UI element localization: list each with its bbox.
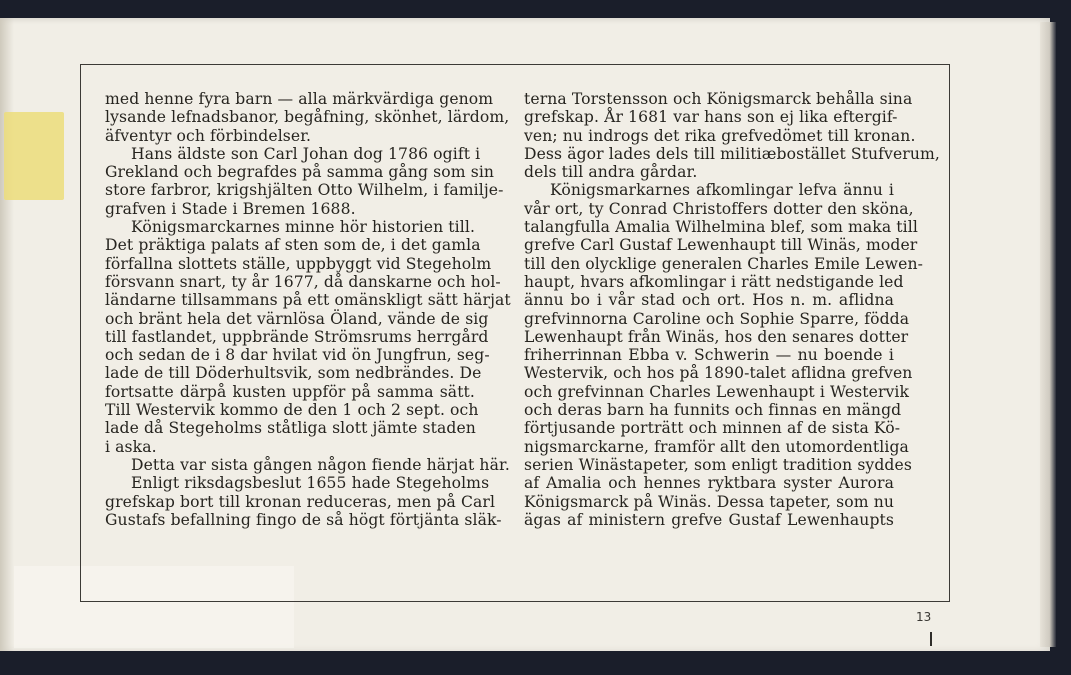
- text-line: Königsmarckarnes minne hör historien till.: [131, 218, 475, 237]
- text-line: Gustafs befallning fingo de så högt förtjänta släk-: [105, 510, 502, 529]
- text-line: lysande lefnadsbanor, begåfning, skönhet, lärdom,: [105, 108, 510, 127]
- text-line: förfallna slottets ställe, uppbyggt vid Stegeholm: [105, 254, 492, 273]
- text-line: serien Winästapeter, som enligt tradition syddes: [524, 455, 912, 474]
- text-line: och bränt hela det värnlösa Öland, vände de sig: [105, 309, 489, 328]
- page-number: 13: [916, 610, 932, 624]
- text-line: lade då Stegeholms ståtliga slott jämte staden: [105, 419, 476, 438]
- text-line: Königsmarkarnes afkomlingar lefva ännu i: [550, 181, 894, 200]
- text-line: ländarne tillsammans på ett omänskligt sätt härjat: [105, 291, 511, 310]
- text-line: fortsatte därpå kusten uppför på samma sätt.: [105, 382, 475, 401]
- left-text-column: [105, 90, 511, 529]
- text-line: talangfulla Amalia Wilhelmina blef, som maka till: [524, 218, 918, 237]
- text-line: dels till andra gårdar.: [524, 163, 698, 182]
- text-line: af Amalia och hennes ryktbara syster Aurora: [524, 474, 894, 493]
- text-line: store farbror, krigshjälten Otto Wilhelm, i familje-: [105, 181, 504, 200]
- text-line: med henne fyra barn — alla märkvärdiga genom: [105, 90, 494, 108]
- yellow-tape-mark: [4, 112, 64, 200]
- right-text-column: [524, 90, 940, 529]
- text-line: Königsmarck på Winäs. Dessa tapeter, som nu: [524, 492, 894, 511]
- text-line: till fastlandet, uppbrände Strömsrums herrgård: [105, 327, 489, 346]
- text-line: ännu bo i vår stad och ort. Hos n. m. aflidna: [524, 291, 894, 310]
- text-line: haupt, hvars afkomlingar i rätt nedstigande led: [524, 272, 904, 291]
- margin-tick-mark: [930, 632, 932, 646]
- text-line: Enligt riksdagsbeslut 1655 hade Stegeholms: [131, 474, 490, 493]
- text-line: Hans äldste son Carl Johan dog 1786 ogift i: [131, 144, 481, 163]
- text-line: och deras barn ha funnits och finnas en mängd: [524, 401, 902, 420]
- text-line: förtjusande porträtt och minnen af de sista Kö-: [524, 419, 901, 438]
- page-edge: [1040, 22, 1056, 647]
- text-line: nigsmarckarne, framför allt den utomordentliga: [524, 437, 909, 456]
- text-line: till den olycklige generalen Charles Emile Lewen-: [524, 254, 923, 273]
- text-line: friherrinnan Ebba v. Schwerin — nu boende i: [524, 346, 894, 365]
- text-line: grefve Carl Gustaf Lewenhaupt till Winäs, moder: [524, 236, 918, 255]
- text-line: ven; nu indrogs det rika grefvedömet till kronan.: [524, 126, 916, 145]
- text-line: Till Westervik kommo de den 1 och 2 sept. och: [105, 401, 479, 420]
- text-line: Det präktiga palats af sten som de, i det gamla: [105, 236, 481, 255]
- text-line: försvann snart, ty år 1677, då danskarne och hol-: [105, 272, 501, 291]
- text-line: grefskap bort till kronan reduceras, men på Carl: [105, 492, 496, 511]
- text-line: och sedan de i 8 dar hvilat vid ön Jungfrun, seg-: [105, 346, 490, 365]
- text-line: äfventyr och förbindelser.: [105, 126, 312, 145]
- text-line: Lewenhaupt från Winäs, hos den senares dotter: [524, 327, 909, 346]
- text-line: Dess ägor lades dels till militiæbostället Stufverum,: [524, 144, 940, 163]
- text-line: Detta var sista gången någon fiende härjat här.: [131, 455, 510, 474]
- text-line: Grekland och begrafdes på samma gång som sin: [105, 163, 495, 182]
- text-line: Westervik, och hos på 1890-talet aflidna grefven: [524, 364, 913, 383]
- text-line: vår ort, ty Conrad Christoffers dotter den sköna,: [524, 199, 914, 218]
- text-line: ägas af ministern grefve Gustaf Lewenhaupts: [524, 510, 894, 529]
- text-line: lade de till Döderhultsvik, som nedbrändes. De: [105, 364, 482, 383]
- text-line: terna Torstensson och Königsmarck behålla sina: [524, 90, 913, 108]
- text-line: och grefvinnan Charles Lewenhaupt i Westervik: [524, 382, 910, 401]
- text-line: grafven i Stade i Bremen 1688.: [105, 199, 356, 218]
- text-line: grefvinnorna Caroline och Sophie Sparre, födda: [524, 309, 910, 328]
- text-line: i aska.: [105, 437, 157, 456]
- text-line: grefskap. År 1681 var hans son ej lika eftergif-: [524, 108, 898, 127]
